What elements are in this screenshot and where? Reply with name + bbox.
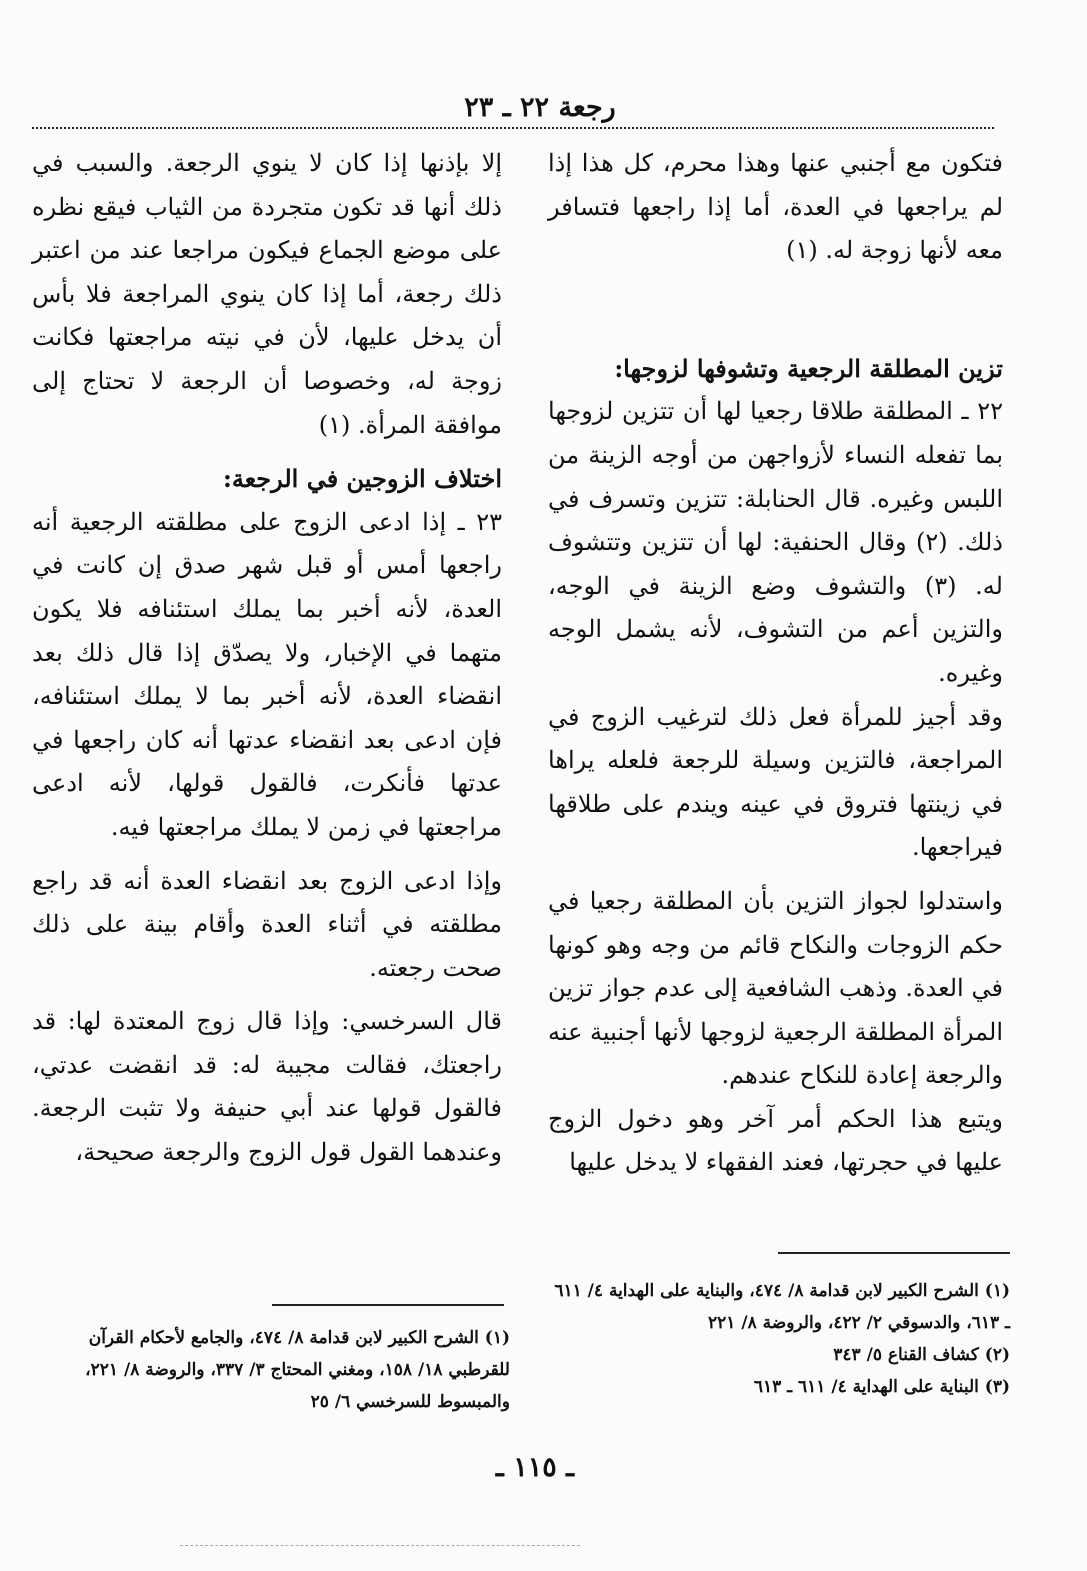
header-dotted-rule — [32, 127, 994, 129]
paragraph: إلا بإذنها إذا كان لا ينوي الرجعة. والسبب في ذلك أنها قد تكون متجردة من الثياب فيقع نظره على موضع الجماع فيكون مراجعا عند من اعتبر ذلك رجعة، أما إذا كان ينوي المراجعة فلا بأس أن يدخل عليها، لأن في نيته مراجعتها فكانت زوجة له، وخصوصا أن الرجعة لا تحتاج إلى موافقة المرأة. (١) — [32, 149, 502, 439]
running-header: رجعة ٢٢ ـ ٢٣ — [464, 92, 616, 123]
right-column — [548, 142, 1003, 1185]
footnote: (١) الشرح الكبير لابن قدامة ٨/ ٤٧٤، والبناية على الهداية ٤/ ٦١١ ـ ٦١٣، والدسوقي ٢/ ٤٢٢، والروضة ٨/ ٢٢١ — [554, 1281, 1010, 1333]
footnote: (١) الشرح الكبير لابن قدامة ٨/ ٤٧٤، والجامع لأحكام القرآن للقرطبي ١٨/ ١٥٨، ومغني المحتاج ٣/ ٣٣٧، والروضة ٨/ ٢٢١، والمبسوط للسرخسي ٦/ ٢٥ — [85, 1328, 510, 1412]
footnote: (٢) كشاف القناع ٥/ ٣٤٣ — [833, 1345, 1010, 1365]
paragraph: ويتبع هذا الحكم أمر آخر وهو دخول الزوج عليها في حجرتها، فعند الفقهاء لا يدخل عليها — [548, 1104, 1003, 1177]
footnote-rule — [272, 1304, 504, 1306]
footnote: (٣) البناية على الهداية ٤/ ٦١١ ـ ٦١٣ — [753, 1377, 1010, 1397]
left-footnotes — [40, 1322, 510, 1418]
scan-mark — [180, 1545, 580, 1546]
footnote-rule — [778, 1252, 1010, 1254]
section-heading: تزين المطلقة الرجعية وتشوفها لزوجها: — [614, 353, 1003, 383]
page-number: ـ ١١٥ ـ — [495, 1452, 575, 1483]
section-heading: اختلاف الزوجين في الرجعة: — [222, 464, 502, 494]
paragraph: قال السرخسي: وإذا قال زوج المعتدة لها: قد راجعتك، فقالت مجيبة له: قد انقضت عدتي، فالقول قولها عند أبي حنيفة ولا تثبت الرجعة. وعندهما القول قول الزوج والرجعة صحيحة، — [32, 1007, 502, 1167]
left-column — [32, 142, 502, 1175]
right-footnotes — [548, 1275, 1010, 1403]
paragraph: واستدلوا لجواز التزين بأن المطلقة رجعيا في حكم الزوجات والنكاح قائم من وجه وهو كونها في العدة. وذهب الشافعية إلى عدم جواز تزين المرأة المطلقة الرجعية لزوجها لأنها أجنبية عنه والرجعة إعادة للنكاح عندهم. — [548, 886, 1003, 1090]
paragraph: فتكون مع أجنبي عنها وهذا محرم، كل هذا إذا لم يراجعها في العدة، أما إذا راجعها فتسافر معه لأنها زوجة له. (١) — [548, 149, 1004, 265]
paragraph: وإذا ادعى الزوج بعد انقضاء العدة أنه قد راجع مطلقته في أثناء العدة وأقام بينة على ذلك صحت رجعته. — [32, 866, 502, 982]
paragraph: ٢٣ ـ إذا ادعى الزوج على مطلقته الرجعية أنه راجعها أمس أو قبل شهر صدق إن كانت في العدة، لأنه أخبر بما يملك استئنافه فلا يكون متهما في الإخبار، ولا يصدّق إذا قال ذلك بعد انقضاء العدة، لأنه أخبر بما لا يملك استئنافه، فإن ادعى بعد انقضاء عدتها أنه كان راجعها في عدتها فأنكرت، فالقول قولها، لأنه ادعى مراجعتها في زمن لا يملك مراجعتها فيه. — [32, 507, 502, 841]
paragraph: وقد أجيز للمرأة فعل ذلك لترغيب الزوج في المراجعة، فالتزين وسيلة للرجعة فلعله يراها في زينتها فتروق في عينه ويندم على طلاقها فيراجعها. — [548, 702, 1003, 862]
paragraph: ٢٢ ـ المطلقة طلاقا رجعيا لها أن تتزين لزوجها بما تفعله النساء لأزواجهن من أوجه الزينة من اللبس وغيره. قال الحنابلة: تتزين وتسرف في ذلك. (٢) وقال الحنفية: لها أن تتزين وتتشوف له. (٣) والتشوف وضع الزينة في الوجه، والتزين أعم من التشوف، لأنه يشمل الوجه وغيره. — [548, 397, 1003, 687]
